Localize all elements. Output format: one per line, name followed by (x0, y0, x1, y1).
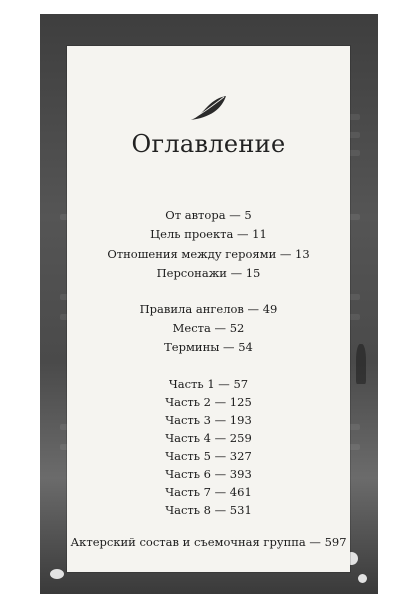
toc-entry: Часть 4 — 259 (165, 431, 252, 445)
page-title: Оглавление (131, 130, 286, 158)
toc-entry: Персонажи — 15 (156, 266, 261, 280)
light-dot (50, 569, 64, 579)
light-dot (358, 574, 367, 583)
toc-entry: Цель проекта — 11 (150, 227, 267, 241)
toc-entry: Часть 5 — 327 (165, 449, 252, 463)
toc-entry: Термины — 54 (164, 340, 253, 354)
background-figure (356, 344, 366, 384)
toc-entry: Отношения между героями — 13 (107, 247, 310, 261)
toc-entry: Часть 3 — 193 (165, 413, 252, 427)
toc-entry: От автора — 5 (165, 208, 252, 222)
toc-entry: Правила ангелов — 49 (139, 302, 278, 316)
toc-entry: Актерский состав и съемочная группа — 597 (70, 535, 347, 549)
toc-entry: Часть 1 — 57 (168, 377, 249, 391)
toc-entry: Часть 2 — 125 (165, 395, 252, 409)
toc-entry: Часть 7 — 461 (165, 485, 252, 499)
toc-entry: Места — 52 (172, 321, 245, 335)
table-of-contents-panel (67, 46, 350, 572)
toc-entry: Часть 6 — 393 (165, 467, 252, 481)
toc-entry: Часть 8 — 531 (165, 503, 252, 517)
feather-icon (188, 94, 228, 124)
